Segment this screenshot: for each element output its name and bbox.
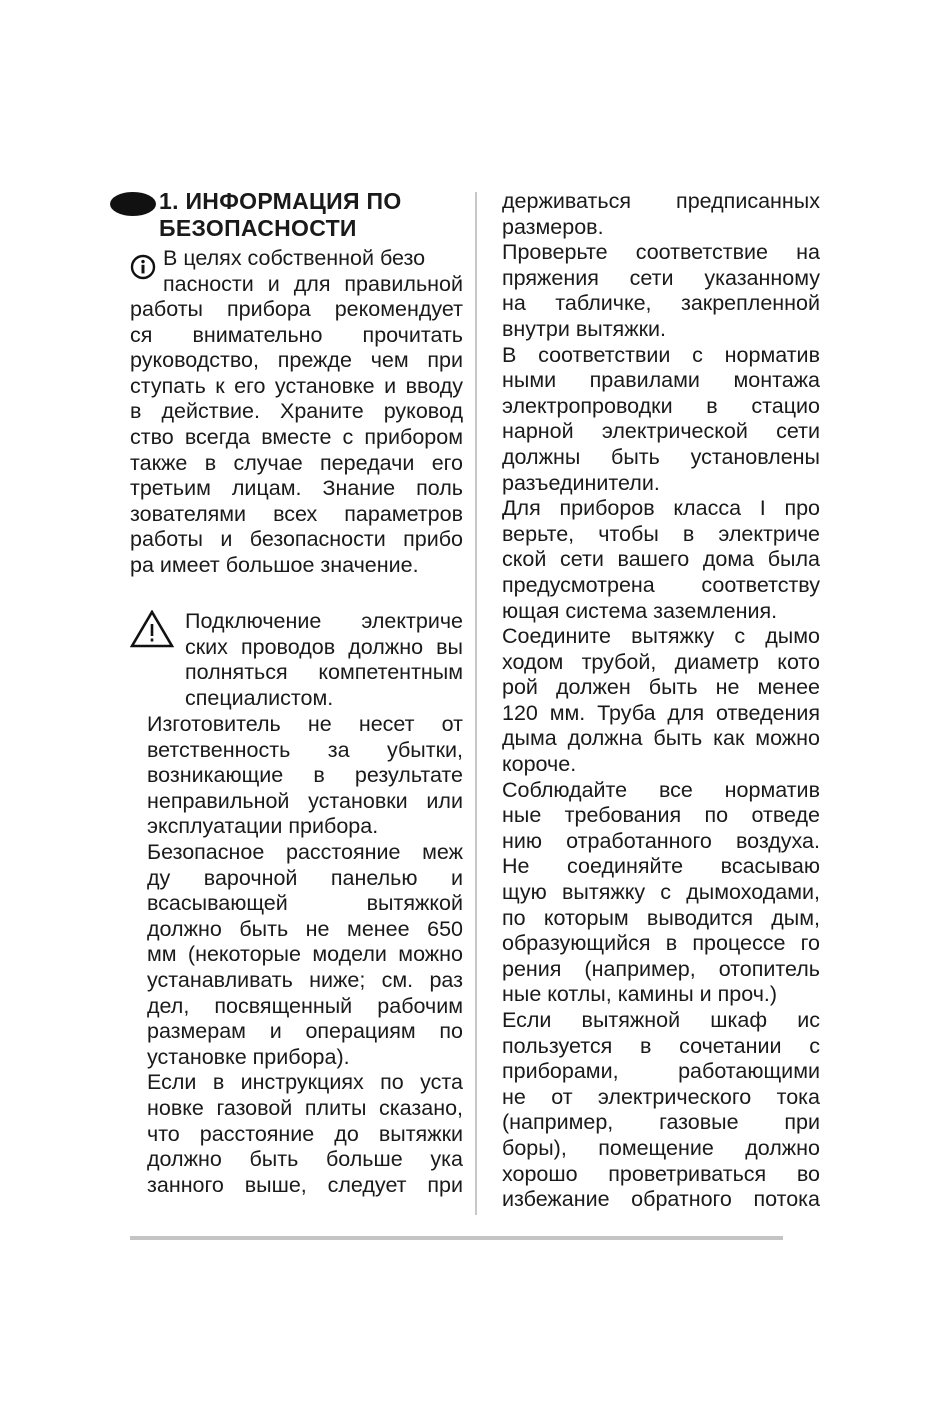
right-line: нарной электрической сети <box>502 419 820 444</box>
body-line-17: что расстояние до вытяжки <box>147 1121 463 1146</box>
right-line: верьте, чтобы в электриче <box>502 521 820 546</box>
info-line-13: ра имеет большое значение. <box>130 552 419 577</box>
right-line: пользуется в сочетании с <box>502 1033 820 1058</box>
right-line: боры), помещение должно <box>502 1135 820 1160</box>
body-line-15: Если в инструкциях по уста <box>147 1070 463 1095</box>
body-line-1: Изготовитель не несет от <box>147 712 463 736</box>
body-line-5: эксплуатации прибора. <box>147 814 379 839</box>
body-line-9: должно быть не менее 650 <box>147 916 463 941</box>
right-line: ные требования по отведе <box>502 803 820 828</box>
info-line-5: руководство, прежде чем при <box>130 348 463 373</box>
section-heading <box>159 188 459 242</box>
right-line: внутри вытяжки. <box>502 316 666 341</box>
right-line: избежание обратного потока <box>502 1187 820 1212</box>
right-line: не от электрического тока <box>502 1084 820 1109</box>
right-line: Если вытяжной шкаф ис <box>502 1008 820 1032</box>
info-line-11: зователями всех параметров <box>130 501 463 526</box>
section-bullet-marker <box>110 192 156 216</box>
page-bottom-rule <box>130 1236 783 1240</box>
right-line: размеров. <box>502 214 604 239</box>
info-line-3: работы прибора рекомендует <box>130 297 463 321</box>
right-line: Соблюдайте все норматив <box>502 777 820 802</box>
section-title-line-1: 1. ИНФОРМАЦИЯ ПО <box>159 188 402 214</box>
warning-line-2: ских проводов должно вы <box>185 634 463 659</box>
body-line-18: должно быть больше ука <box>147 1147 463 1172</box>
right-line: ющая система заземления. <box>502 598 778 623</box>
body-line-11: устанавливать ниже; см. раз <box>147 967 463 992</box>
info-paragraph <box>130 297 463 579</box>
right-line: держиваться предписанных <box>502 189 820 213</box>
right-line: должны быть установлены <box>502 444 820 469</box>
body-line-19: занного выше, следует при <box>147 1172 463 1197</box>
right-line: В соответствии с норматив <box>502 342 820 367</box>
right-line: Не соединяйте всасываю <box>502 854 820 879</box>
info-line-10: третьим лицам. Знание поль <box>130 476 463 501</box>
right-line: приборами, работающими <box>502 1059 820 1084</box>
right-column <box>502 189 820 1213</box>
body-line-10: мм (некоторые модели можно <box>147 942 463 967</box>
info-line-9: также в случае передачи его <box>130 450 463 475</box>
body-line-14: установке прибора). <box>147 1044 350 1069</box>
right-line: разъединители. <box>502 470 660 495</box>
right-line: ными правилами монтажа <box>502 368 820 393</box>
body-line-7: ду варочной панелью и <box>147 865 463 890</box>
body-line-16: новке газовой плиты сказано, <box>147 1095 463 1120</box>
right-line: 120 мм. Труба для отведения <box>502 700 820 725</box>
right-line: нию отработанного воздуха. <box>502 828 820 853</box>
body-line-2: ветственность за убытки, <box>147 737 463 762</box>
body-line-12: дел, посвященный рабочим <box>147 993 463 1018</box>
right-line: ные котлы, камины и проч.) <box>502 982 778 1007</box>
right-line: на табличке, закрепленной <box>502 291 820 316</box>
right-line: хорошо проветриваться во <box>502 1161 820 1186</box>
info-line-6: ступать к его установке и вводу <box>130 373 463 398</box>
right-line: электропроводки в стацио <box>502 393 820 418</box>
warning-triangle-icon <box>130 610 174 648</box>
right-line: ходом трубой, диаметр кото <box>502 649 820 674</box>
right-line: рения (например, отопитель <box>502 956 820 981</box>
right-line: пряжения сети указанному <box>502 265 820 290</box>
right-line: предусмотрена соответству <box>502 572 820 597</box>
right-line: по которым выводится дым, <box>502 905 820 930</box>
body-line-4: неправильной установки или <box>147 788 463 813</box>
info-first-lines <box>163 246 463 297</box>
right-line: щую вытяжку с дымоходами, <box>502 880 820 905</box>
left-body-paragraphs <box>147 712 463 1198</box>
body-line-3: возникающие в результате <box>147 763 463 788</box>
column-divider <box>475 192 477 1215</box>
info-circle-icon <box>130 254 156 280</box>
body-line-13: размерам и операциям по <box>147 1019 463 1044</box>
section-title-line-2: БЕЗОПАСНОСТИ <box>159 215 357 241</box>
body-line-6: Безопасное расстояние меж <box>147 839 463 864</box>
right-line: (например, газовые при <box>502 1110 820 1135</box>
warning-line-1: Подключение электриче <box>185 609 463 633</box>
right-line: Соедините вытяжку с дымо <box>502 624 820 649</box>
right-line: ской сети вашего дома была <box>502 547 820 572</box>
right-line: Проверьте соответствие на <box>502 240 820 265</box>
right-line: образующийся в процессе го <box>502 931 820 956</box>
info-line-12: работы и безопасности прибо <box>130 527 463 552</box>
warning-line-3: полняться компетентным <box>185 660 463 685</box>
body-line-8: всасывающей вытяжкой <box>147 891 463 916</box>
warning-line-4: специалистом. <box>185 685 334 710</box>
info-line-2: пасности и для правильной <box>163 271 463 296</box>
right-line: рой должен быть не менее <box>502 675 820 700</box>
info-line-8: ство всегда вместе с прибором <box>130 424 463 449</box>
right-line: короче. <box>502 752 577 777</box>
right-line: дыма должна быть как можно <box>502 726 820 751</box>
info-line-7: в действие. Храните руковод <box>130 399 463 424</box>
warning-paragraph <box>185 609 463 711</box>
info-line-4: ся внимательно прочитать <box>130 322 463 347</box>
info-line-1: В целях собственной безо <box>163 246 426 270</box>
right-line: Для приборов класса I про <box>502 496 820 521</box>
